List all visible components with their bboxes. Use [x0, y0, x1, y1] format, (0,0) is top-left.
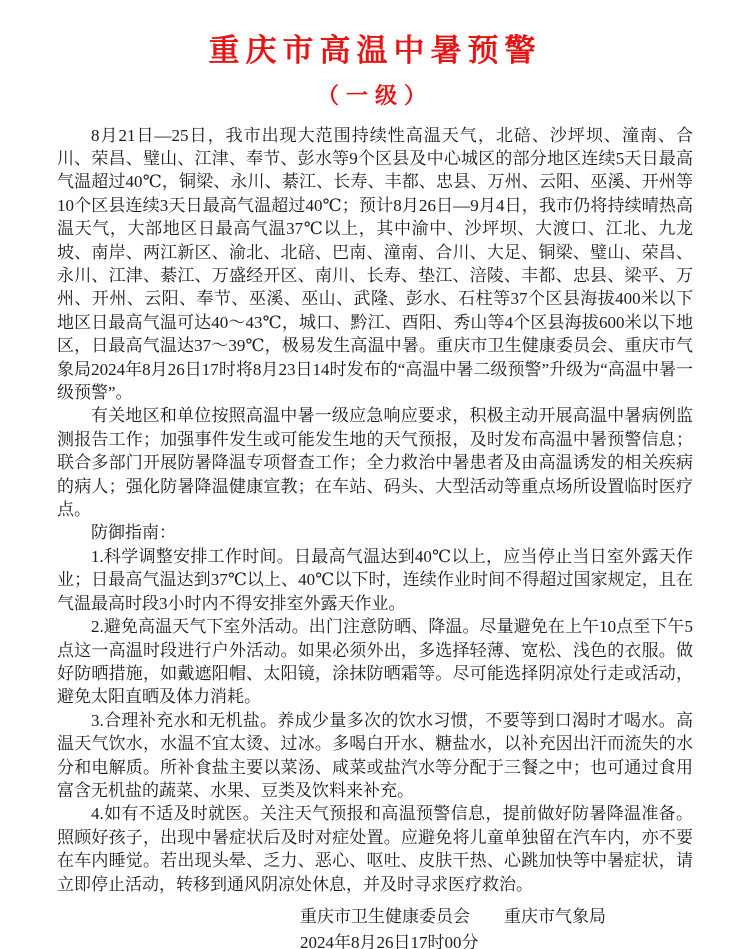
signature-block	[300, 904, 693, 949]
document-body	[57, 124, 693, 896]
document-title: 重庆市高温中暑预警	[208, 33, 542, 68]
guide-item-3-water-salt: 3.合理补充水和无机盐。养成少量多次的饮水习惯，不要等到口渴时才喝水。高温天气饮水，水温不宜太烫、过冰。多喝白开水、糖盐水，以补充因出汗而流失的水分和电解质。所补食盐主要以菜汤、咸菜或盐汽水等分配于三餐之中；也可通过食用富含无机盐的蔬菜、水果、豆类及饮料来补充。	[57, 710, 693, 800]
guide-item-2-outdoor-activity: 2.避免高温天气下室外活动。出门注意防晒、降温。尽量避免在上午10点至下午5点这一高温时段进行户外活动。如果必须外出，多选择轻薄、宽松、浅色的衣服。做好防晒措施，如戴遮阳帽、太阳镜，涂抹防晒霜等。尽可能选择阴凉处行走或活动，避免太阳直晒及体力消耗。	[57, 617, 693, 707]
issuing-organizations	[300, 904, 693, 930]
paragraph-situation: 8月21日—25日，我市出现大范围持续性高温天气，北碚、沙坪坝、潼南、合川、荣昌、璧山、江津、奉节、彭水等9个区县及中心城区的部分地区连续5天日最高气温超过40℃，铜梁、永川、綦江、长寿、丰都、忠县、万州、云阳、巫溪、开州等10个区县连续3天日最高气温超过40℃；预计8月26日—9月4日，我市仍将持续晴热高温天气，大部地区日最高气温37℃以上，其中渝中、沙坪坝、大渡口、江北、九龙坡、南岸、两江新区、渝北、北碚、巴南、潼南、合川、大足、铜梁、璧山、荣昌、永川、江津、綦江、万盛经开区、南川、长寿、垫江、涪陵、丰都、忠县、梁平、万州、开州、云阳、奉节、巫溪、巫山、武隆、彭水、石柱等37个区县海拔400米以下地区日最高气温可达40～43℃，城口、黔江、酉阳、秀山等4个区县海拔600米以下地区，日最高气温达37～39℃，极易发生高温中暑。重庆市卫生健康委员会、重庆市气象局2024年8月26日17时将8月23日14时发布的“高温中暑二级预警”升级为“高温中暑一级预警”。	[57, 125, 693, 403]
paragraph-response-requirements: 有关地区和单位按照高温中暑一级应急响应要求，积极主动开展高温中暑病例监测报告工作；加强事件发生或可能发生地的天气预报，及时发布高温中暑预警信息；联合多部门开展防暑降温专项督查工作；全力救治中暑患者及由高温诱发的相关疾病的病人；强化防暑降温健康宣教；在车站、码头、大型活动等重点场所设置临时医疗点。	[57, 406, 693, 520]
defense-guide-heading: 防御指南：	[91, 523, 176, 543]
issue-datetime: 2024年8月26日17时00分	[300, 932, 479, 949]
guide-item-4-medical-care: 4.如有不适及时就医。关注天气预报和高温预警信息，提前做好防暑降温准备。照顾好孩子，出现中暑症状后及时对症处置。应避免将儿童单独留在汽车内，亦不要在车内睡觉。若出现头晕、乏力、恶心、呕吐、皮肤干热、心跳加快等中暑症状，请立即停止活动，转移到通风阴凉处休息，并及时寻求医疗救治。	[57, 804, 693, 894]
warning-level-subtitle: （一级）	[316, 83, 433, 109]
guide-item-1-work-schedule: 1.科学调整安排工作时间。日最高气温达到40℃以上，应当停止当日室外露天作业；日最高气温达到37℃以上、40℃以下时，连续作业时间不得超过国家规定，且在气温最高时段3小时内不得安排室外露天作业。	[57, 546, 693, 613]
issuer-health-commission: 重庆市卫生健康委员会	[300, 906, 470, 926]
issuer-meteorological-bureau: 重庆市气象局	[504, 906, 606, 926]
